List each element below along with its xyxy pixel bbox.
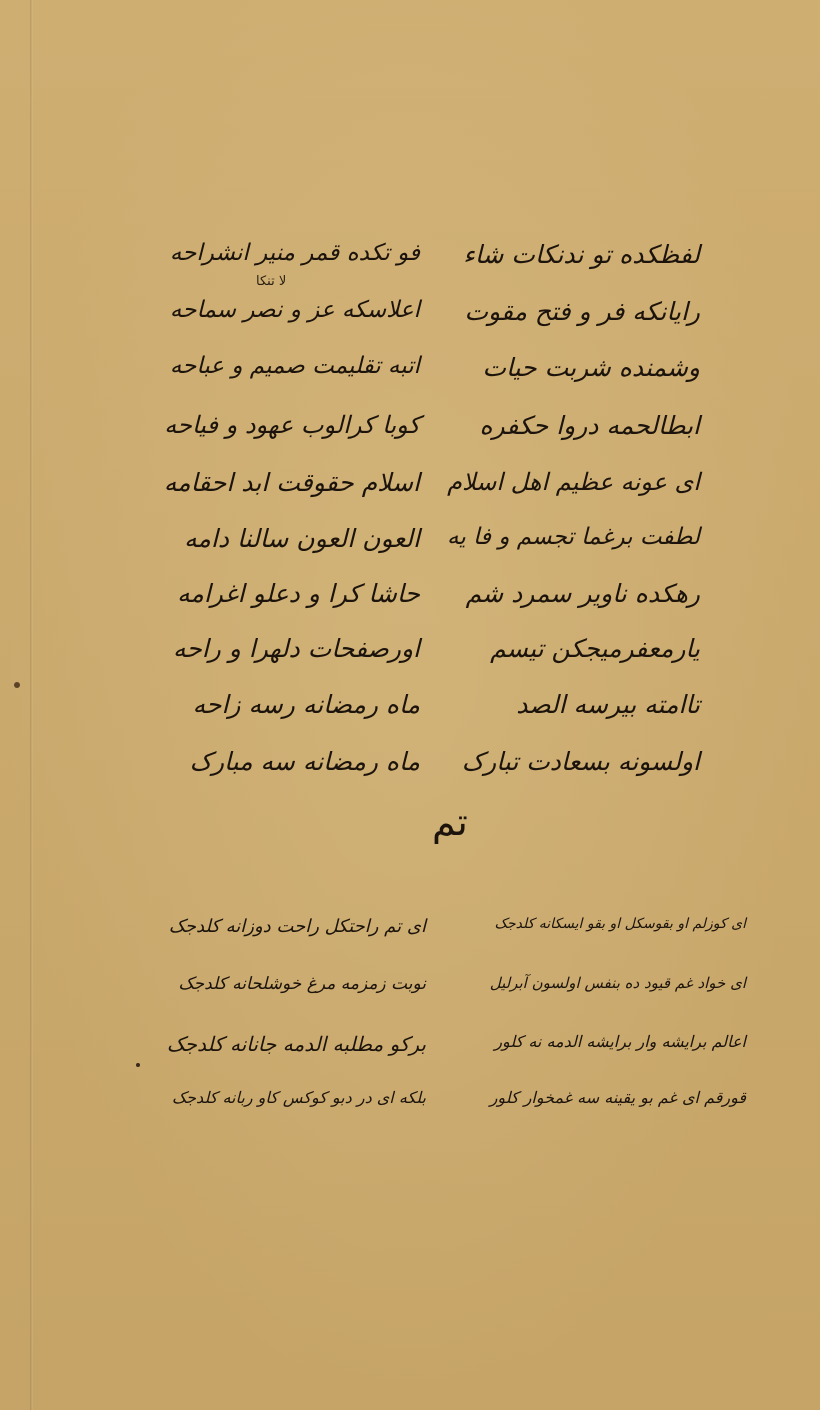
verse-right: وشمنده شربت حیات — [482, 353, 700, 382]
verse-right: تاامته بیرسه الصد — [516, 690, 700, 719]
page-fold-line — [30, 0, 33, 1410]
verse-right: ای عونه عظیم اهل اسلام — [447, 468, 700, 496]
verse-right: ابطالحمه دروا حکفره — [479, 411, 700, 440]
verse-right: اعالم برایشه وار برایشه الدمه نه کلور — [494, 1032, 746, 1051]
verse-left: نوبت زمزمه مرغ خوشلحانه کلدجک — [178, 974, 426, 994]
verse-right: رایانکه فر و فتح مقوت — [464, 297, 700, 326]
verse-right: ای خواد غم قیود ده بنفس اولسون آبرلیل — [489, 974, 746, 992]
verse-right: ای کوزلم او بقوسکل او بقو ایسکانه کلدجک — [494, 916, 746, 932]
colophon-tamma: تم — [432, 800, 468, 844]
verse-left: ماه رمضانه رسه زاحه — [192, 690, 420, 719]
verse-left: اتبه تقلیمت صمیم و عباحه — [169, 353, 420, 379]
verse-left: ماه رمضانه سه مبارک — [189, 747, 420, 776]
verse-left: حاشا کرا و دعلو اغرامه — [177, 579, 420, 608]
verse-right: لطفت برغما تجسم و فا یه — [447, 524, 700, 550]
verse-right: قورقم ای غم بو یقینه سه غمخوار کلور — [489, 1088, 746, 1107]
verse-left: اعلاسکه عز و نصر سماحه — [169, 297, 420, 323]
verse-left: فو تکده قمر منیر انشراحه — [169, 240, 420, 266]
ink-speck — [136, 1063, 140, 1067]
verse-left: اسلام حقوقت ابد احقامه — [163, 468, 420, 497]
verse-right: یارمعفرمیجکن تیسم — [490, 634, 700, 663]
verse-left: العون العون سالنا دامه — [184, 524, 420, 553]
verse-right: اولسونه بسعادت تبارک — [461, 747, 700, 776]
verse-left: ای تم راحتکل راحت دوزانه کلدجک — [168, 916, 426, 937]
verse-right: رهکده ناویر سمرد شم — [465, 579, 700, 608]
verse-left: بلکه ای در دبو کوکس کاو ربانه کلدجک — [171, 1088, 426, 1107]
verse-right: لفظکده تو ندنکات شاء — [463, 240, 700, 269]
marginal-gloss: لا تنکا — [256, 274, 287, 289]
edge-mark — [14, 682, 20, 688]
verse-left: کوبا کرالوب عهود و فیاحه — [164, 411, 420, 439]
verse-left: برکو مطلبه الدمه جانانه کلدجک — [166, 1032, 426, 1056]
verse-left: اورصفحات دلهرا و راحه — [172, 634, 420, 663]
